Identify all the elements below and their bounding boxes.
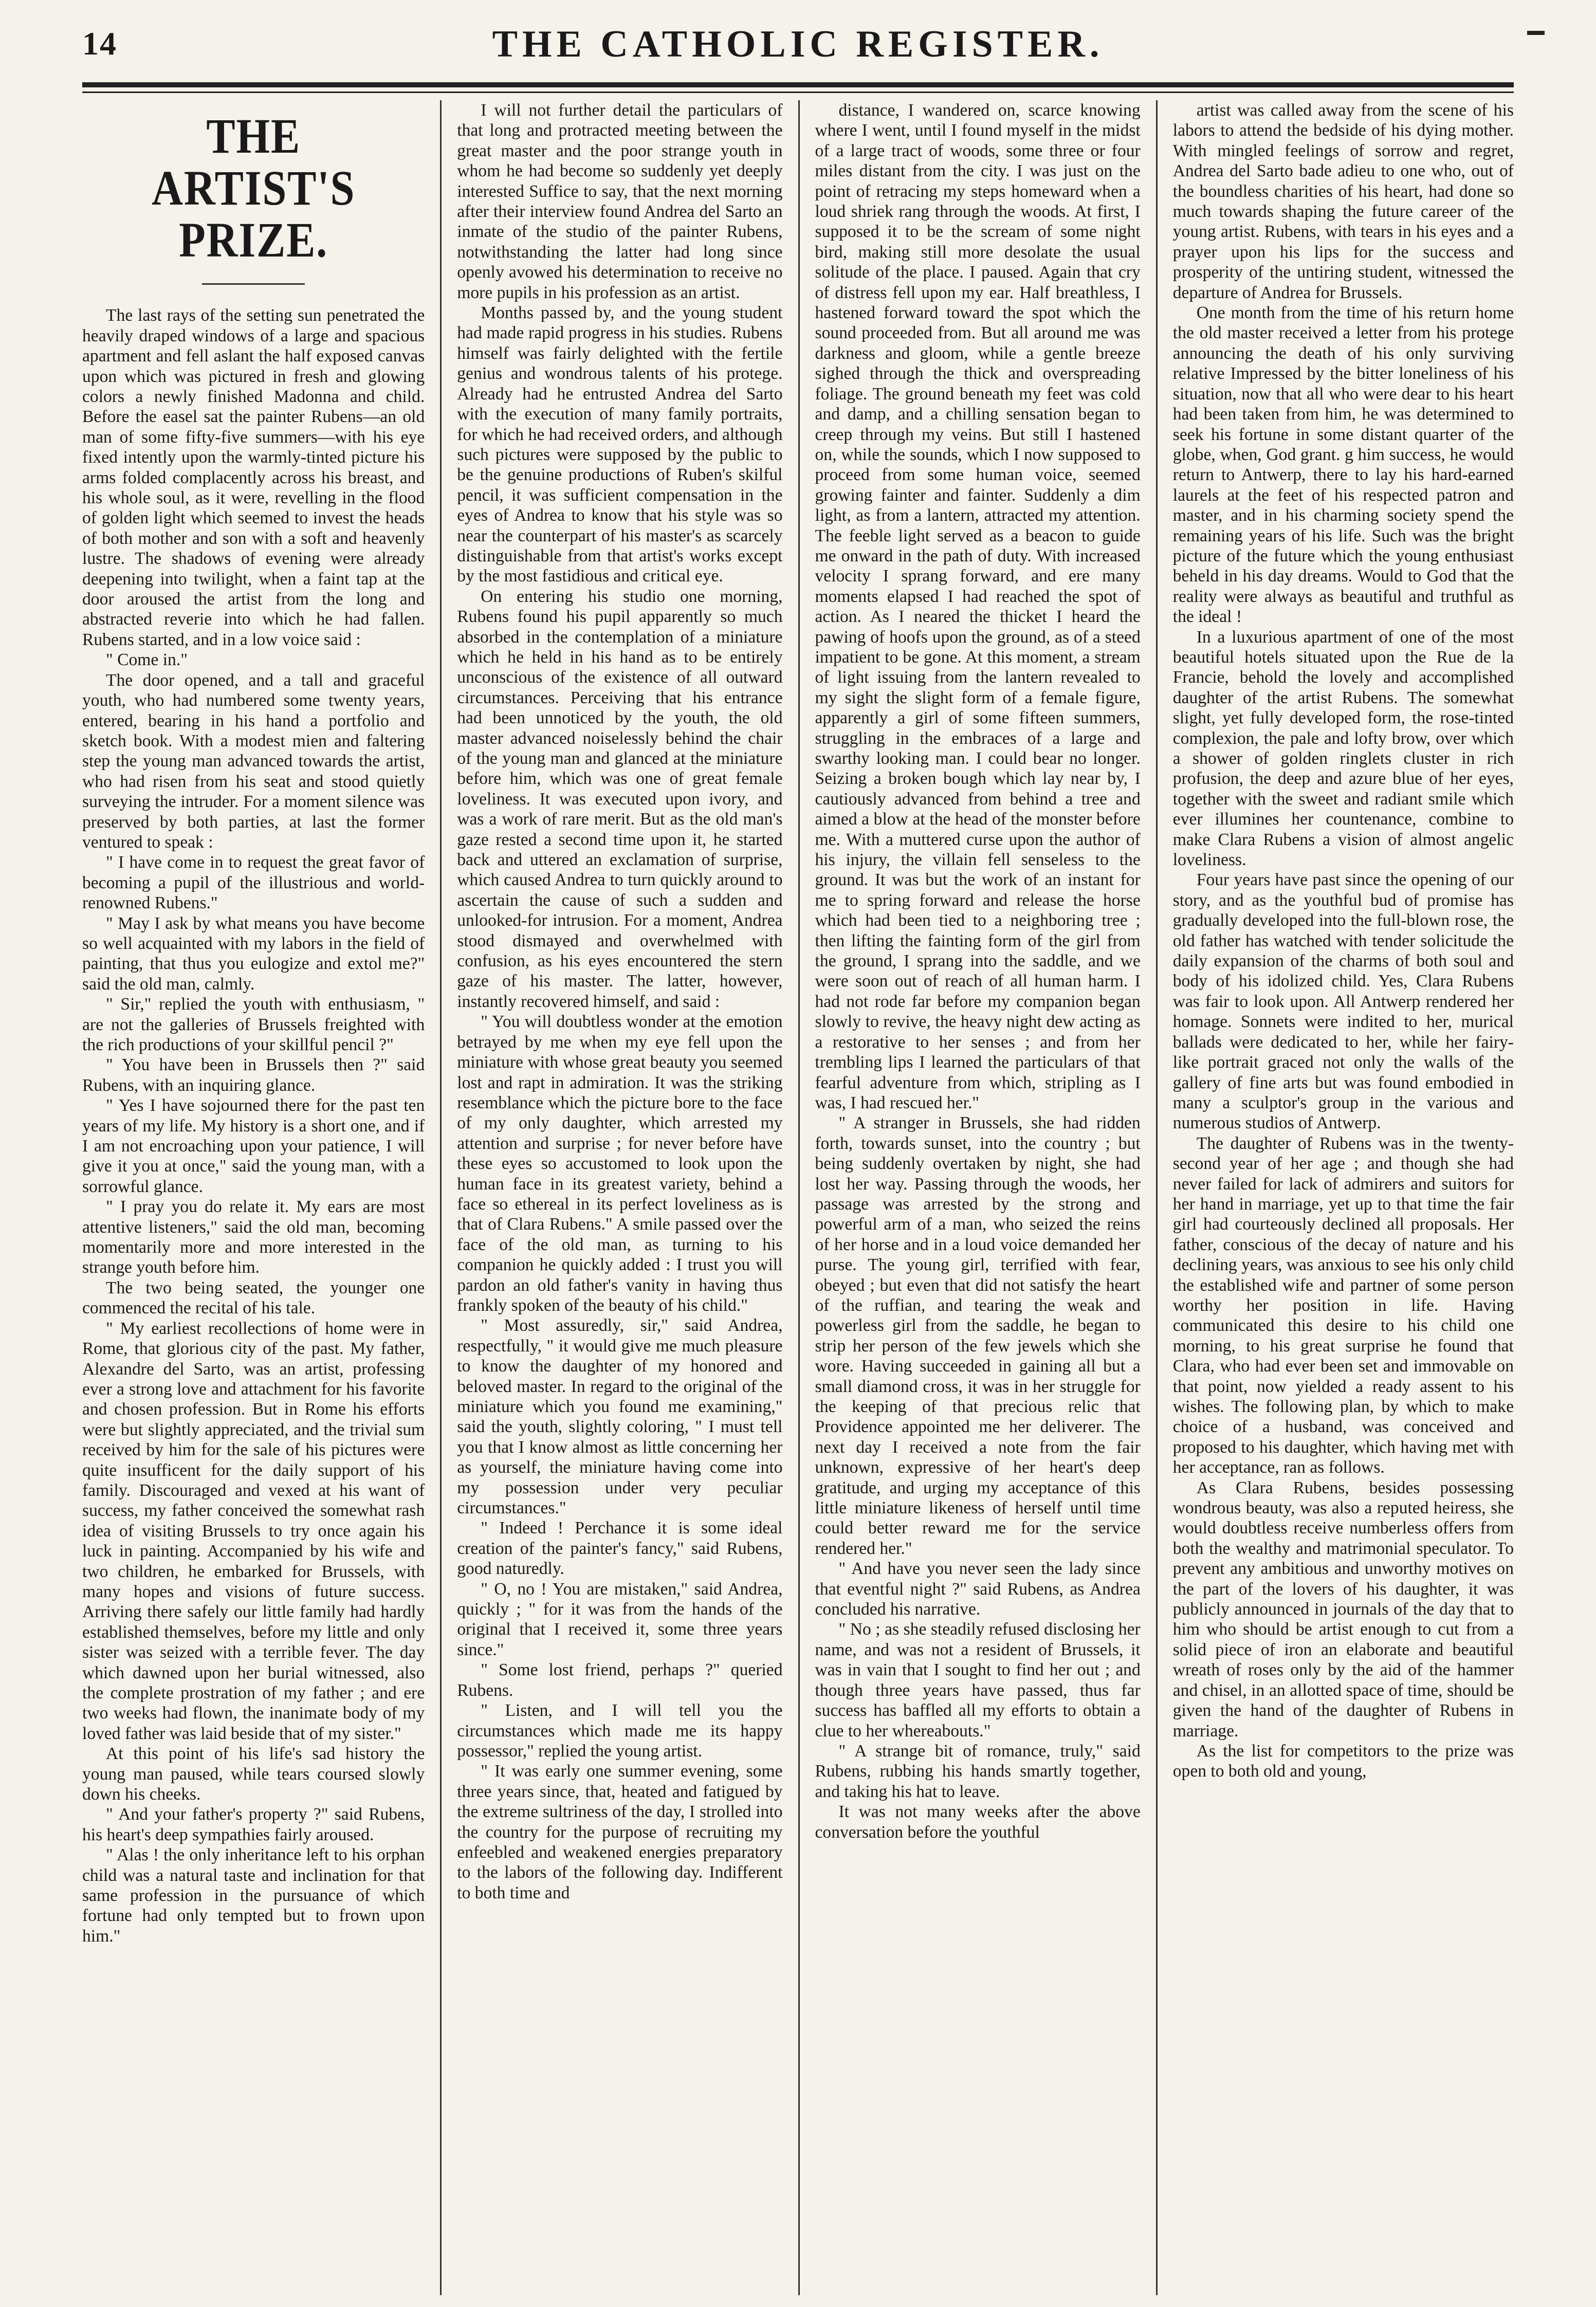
paragraph: The two being seated, the younger one commenced the recital of his tale.: [82, 1278, 425, 1318]
column-1-body: [82, 305, 425, 1946]
paragraph: On entering his studio one morning, Rubens found his pupil apparently so much absorbed in the contemplation of a miniature which he held in his hand as to be entirely unconscious of the existence of all outward circumstances. Perceiving that his entrance had been unnoticed by the youth, the old master advanced noiselessly behind the chair of the young man and glanced at the miniature before him, which was one of great female loveliness. It was executed upon ivory, and was a work of rare merit. But as the old man's gaze rested a second time upon it, he started back and uttered an exclamation of surprise, which caused Andrea to turn quickly around to ascertain the cause of such a sudden and unlooked-for intrusion. For a moment, Andrea stood dismayed and overwhelmed with confusion, as his eyes encountered the stern gaze of his master. The latter, however, instantly recovered himself, and said :: [457, 587, 783, 1011]
paragraph: As the list for competitors to the prize was open to both old and young,: [1172, 1741, 1514, 1781]
paragraph: " You will doubtless wonder at the emotion betrayed by me when my eye fell upon the miniature with whose great beauty you seemed lost and rapt in admiration. It was the striking resemblance which the picture bore to the face of my only daughter, which arrested my attention and surprise ; for never before have these eyes so accustomed to look upon the human face in its greatest variety, behind a face so ethereal in its perfect loveliness as is that of Clara Rubens." A smile passed over the face of the old man, as turning to his companion he quickly added : I trust you will pardon an old father's vanity in having thus frankly spoken of the beauty of his child.": [457, 1012, 783, 1315]
column-2-body: [457, 100, 782, 1903]
paragraph: " And have you never seen the lady since that eventful night ?" said Rubens, as Andrea concluded his narrative.: [815, 1559, 1141, 1619]
column-3: [798, 100, 1156, 2295]
paragraph: " It was early one summer evening, some three years since, that, heated and fatigued by the extreme sultriness of the day, I strolled into the country for the purpose of recruiting my enfeebled and weakened energies preparatory to the labors of the following day. Indifferent to both time and: [457, 1762, 783, 1902]
column-1: [82, 100, 440, 2295]
article-title: THE ARTIST'S PRIZE.: [152, 108, 356, 267]
paragraph: " A strange bit of romance, truly," said Rubens, rubbing his hands smartly together, and taking his hat to leave.: [815, 1741, 1141, 1801]
column-4-body: [1173, 100, 1514, 1782]
column-3-body: [815, 100, 1141, 1842]
paragraph: " You have been in Brussels then ?" said Rubens, with an inquiring glance.: [82, 1055, 425, 1095]
paragraph: " Come in.": [106, 650, 188, 670]
paragraph: " Most assuredly, sir," said Andrea, respectfully, " it would give me much pleasure to know the daughter of my honored and beloved master. In regard to the original of the miniature which you found me examining," said the youth, slightly coloring, " I must tell you that I know almost as little concerning her as yourself, the miniature having come into my possession under very peculiar circumstances.": [457, 1316, 783, 1518]
paragraph: It was not many weeks after the above conversation before the youthful: [815, 1802, 1141, 1842]
paragraph: The last rays of the setting sun penetrated the heavily draped windows of a large and spacious apartment and fell aslant the half exposed canvas upon which was pictured in fresh and glowing colors a newly finished Madonna and child. Before the easel sat the painter Rubens—an old man of some fifty-five summers—with his eye fixed intently upon the warmly-tinted picture his arms folded complacently across his breast, and his whole soul, as it were, revelling in the flood of golden light which seemed to invest the heads of both mother and son with a soft and heavenly lustre. The shadows of evening were already deepening into twilight, when a faint tap at the door aroused the artist from the long and abstracted reverie into which he had fallen. Rubens started, and in a low voice said :: [82, 306, 425, 649]
paragraph: " Listen, and I will tell you the circumstances which made me its happy possessor," replied the young artist.: [457, 1701, 783, 1761]
paragraph: artist was called away from the scene of his labors to attend the bedside of his dying mother. With mingled feelings of sorrow and regret, Andrea del Sarto bade adieu to one who, out of the boundless charities of his heart, had done so much towards shaping the future career of the young artist. Rubens, with tears in his eyes and a prayer upon his lips for the success and prosperity of the untiring student, witnessed the departure of Andrea for Brussels.: [1172, 101, 1514, 302]
paragraph: " Alas ! the only inheritance left to his orphan child was a natural taste and inclination for that same profession in the pursuance of which fortune had only tempted but to frown upon him.": [82, 1845, 425, 1946]
article-columns: [82, 100, 1514, 2295]
paragraph: " Yes I have sojourned there for the past ten years of my life. My history is a short one, and if I am not encroaching upon your patience, I will give it you at once," said the young man, with a sorrowful glance.: [82, 1096, 425, 1196]
title-rule: [202, 283, 305, 285]
paragraph: distance, I wandered on, scarce knowing where I went, until I found myself in the midst of a large tract of woods, some three or four miles distant from the city. I was just on the point of retracing my steps homeward when a loud shriek rang through the woods. At first, I supposed it to be the scream of some night bird, making still more desolate the usual solitude of the place. I paused. Again that cry of distress fell upon my ear. Half breathless, I hastened forward toward the spot which the sound proceeded from. But all around me was darkness and gloom, while a gentle breeze sighed through the thick and overspreading foliage. The ground beneath my feet was cold and damp, and a chilling sensation began to creep through my veins. But still I hastened on, while the sounds, which I now supposed to proceed from some human voice, seemed growing fainter and fainter. Suddenly a dim light, as from a lantern, attracted my attention. The feeble light served as a beacon to guide me onward in the path of duty. With increased velocity I sprang forward, and ere many moments elapsed I had reached the spot of action. As I neared the thicket I heard the pawing of hoofs upon the ground, as of a steed impatient to be gone. At this moment, a stream of light issuing from the lantern revealed to my sight the slight form of a female figure, apparently a girl of some fifteen summers, struggling in the embraces of a large and swarthy looking man. I could bear no longer. Seizing a broken bough which lay near by, I cautiously advanced from behind a tree and aimed a blow at the head of the monster before me. With a muttered curse upon the author of his injury, the villain fell senseless to the ground. It was but the work of an instant for me to spring forward and release the horse which had been tied to a neighboring tree ; then lifting the fainting form of the girl from the ground, I sprang into the saddle, and we were soon out of reach of all human harm. I had not rode far before my companion began slowly to revive, the heavy night dew acting as a restorative to her senses ; and from her trembling lips I learned the particulars of that fearful adventure from which, stripling as I was, I had rescued her.": [815, 101, 1141, 1112]
column-2: [440, 100, 798, 2295]
column-4: [1156, 100, 1514, 2295]
paragraph: " My earliest recollections of home were in Rome, that glorious city of the past. My father, Alexandre del Sarto, was an artist, professing ever a strong love and attachment for his favorite and chosen profession. But in Rome his efforts were but slightly appreciated, and the trivial sum received by him for the sale of his pictures were quite insufficent for the daily support of his family. Discouraged and vexed at his want of success, my father conceived the somewhat rash idea of visiting Brussels to try once again his luck in painting. Accompanied by his wife and two children, he embarked for Brussels, with many hopes and visions of future success. Arriving there safely our little family had hardly established themselves, before my little and only sister was seized with a terrible fever. The day which dawned upon her burial witnessed, also the complete prostration of my father ; and ere two weeks had flown, the inanimate body of my loved father was laid beside that of my sister.": [82, 1319, 425, 1743]
paragraph: " I pray you do relate it. My ears are most attentive listeners," said the old man, becoming momentarily more and more interested in the strange youth before him.: [82, 1197, 425, 1277]
paragraph: I will not further detail the particulars of that long and protracted meeting between the great master and the poor strange youth in whom he had become so suddenly yet deeply interested Suffice to say, that the next morning after their interview found Andrea del Sarto an inmate of the studio of the painter Rubens, notwithstanding the latter had long since openly avowed his determination to receive no more pupils in his profession as an artist.: [457, 101, 783, 302]
paragraph: In a luxurious apartment of one of the most beautiful hotels situated upon the Rue de la Francie, behold the lovely and accomplished daughter of the artist Rubens. The somewhat slight, yet fully developed form, the rose-tinted complexion, the pale and lofty brow, over which a shower of golden ringlets cluster in rich profusion, the deep and azure blue of her eyes, together with the sweet and radiant smile which ever illumines her countenance, combine to make Clara Rubens a vision of almost angelic loveliness.: [1172, 627, 1514, 870]
paragraph: " A stranger in Brussels, she had ridden forth, towards sunset, into the country ; but being suddenly overtaken by night, she had lost her way. Passing through the woods, her passage was arrested by the strong and powerful arm of a man, who seized the reins of her horse and in a loud voice demanded her purse. The young girl, terrified with fear, obeyed ; but even that did not satisfy the heart of the ruffian, and tearing the weak and powerless girl from the saddle, he began to strip her person of the few jewels which she wore. Having succeeded in gaining all but a small diamond cross, it was in her struggle for the keeping of that precious relic that Providence appointed me her deliverer. The next day I received a note from the fair unknown, expressive of her heart's deep gratitude, and urging my acceptance of this little miniature likeness of herself until time could better reward me for the service rendered her.": [815, 1113, 1141, 1558]
paragraph: " May I ask by what means you have become so well acquainted with my labors in the field of painting, that thus you eulogize and extol me?" said the old man, calmly.: [82, 913, 425, 994]
paragraph: Four years have past since the opening of our story, and as the youthful bud of promise has gradually developed into the full-blown rose, the old father has watched with tender solicitude the daily expansion of the charms of both soul and body of his idolized child. Yes, Clara Rubens was fair to look upon. All Antwerp rendered her homage. Sonnets were indited to her, murical ballads were dedicated to her, while her fairy-like portrait graced not only the walls of the gallery of fine arts but was found embodied in many a sculptor's group in the various and numerous studios of Antwerp.: [1172, 870, 1514, 1133]
paragraph: " I have come in to request the great favor of becoming a pupil of the illustrious and world-renowned Rubens.": [82, 853, 425, 913]
paragraph: One month from the time of his return home the old master received a letter from his protege announcing the death of his only surviving relative Impressed by the bitter loneliness of his situation, now that all who were dear to his heart had been taken from him, he was determined to seek his fortune in some distant quarter of the globe, when, God grant. g him success, he would return to Antwerp, there to lay his hard-earned laurels at the feet of his respected patron and master, and in his charming society spend the remaining years of his life. Such was the bright picture of the future which the young enthusiast beheld in his day dreams. Would to God that the reality were always as beautiful and truthful as the ideal !: [1172, 303, 1514, 627]
paragraph: The daughter of Rubens was in the twenty-second year of her age ; and though she had never failed for lack of admirers and suitors for her hand in marriage, yet up to that time the fair girl had courteously declined all proposals. Her father, conscious of the decay of nature and his declining years, was anxious to see his only child the established wife and partner of some person worthy her position in life. Having communicated this desire to his child one morning, to his great surprise he found that Clara, who had ever been set and immovable on that point, now yielded a ready assent to his wishes. The following plan, by which to make choice of a husband, was conceived and proposed to his daughter, which having met with her acceptance, ran as follows.: [1172, 1133, 1514, 1477]
paragraph: Months passed by, and the young student had made rapid progress in his studies. Rubens himself was fairly delighted with the fertile genius and wondrous talents of his protege. Already had he entrusted Andrea del Sarto with the execution of many family portraits, for which he had received orders, and although such pictures were supposed by the public to be the genuine productions of Ruben's skilful pencil, it was sufficient compensation in the eyes of Andrea to know that his style was so near the counterpart of his master's as scarcely distinguishable from that artist's works except by the most fastidious and critical eye.: [457, 303, 783, 586]
page-number: 14: [82, 25, 117, 62]
paragraph: " And your father's property ?" said Rubens, his heart's deep sympathies fairly aroused.: [82, 1805, 425, 1844]
paragraph: " No ; as she steadily refused disclosing her name, and was not a resident of Brussels, it was in vain that I sought to find her out ; and though three years have passed, thus far success has baffled all my efforts to obtain a clue to her whereabouts.": [815, 1620, 1141, 1741]
paragraph: " Some lost friend, perhaps ?" queried Rubens.: [457, 1660, 783, 1700]
masthead-rule-thin: [82, 91, 1514, 93]
paragraph: " Sir," replied the youth with enthusiasm, " are not the galleries of Brussels freighted with the rich productions of your skillful pencil ?": [82, 995, 425, 1055]
masthead: [82, 15, 1514, 77]
paragraph: " Indeed ! Perchance it is some ideal creation of the painter's fancy," said Rubens, good naturedly.: [457, 1518, 783, 1579]
newspaper-title: THE CATHOLIC REGISTER.: [492, 23, 1104, 65]
paragraph: At this point of his life's sad history the young man paused, while tears coursed slowly down his cheeks.: [82, 1744, 425, 1804]
paragraph: The door opened, and a tall and graceful youth, who had numbered some twenty years, entered, bearing in his hand a portfolio and sketch book. With a modest mien and faltering step the young man advanced towards the artist, who had risen from his seat and stood quietly surveying the intruder. For a moment silence was preserved by both parties, at last the former ventured to speak :: [82, 670, 425, 852]
margin-mark: [1527, 31, 1545, 35]
paragraph: As Clara Rubens, besides possessing wondrous beauty, was also a reputed heiress, she would doubtless receive numberless offers from both the wealthy and matrimonial speculator. To prevent any ambitious and unworthy motives on the part of the lovers of his daughter, it was publicly announced in journals of the day that to him who should be artist enough to cut from a solid piece of iron an elaborate and beautiful wreath of roses only by the aid of the hammer and chisel, in an allotted space of time, should be given the hand of the daughter of Rubens in marriage.: [1172, 1478, 1514, 1741]
masthead-rule-thick: [82, 82, 1514, 87]
paragraph: " O, no ! You are mistaken," said Andrea, quickly ; " for it was from the hands of the original that I received it, some three years since.": [457, 1579, 783, 1659]
